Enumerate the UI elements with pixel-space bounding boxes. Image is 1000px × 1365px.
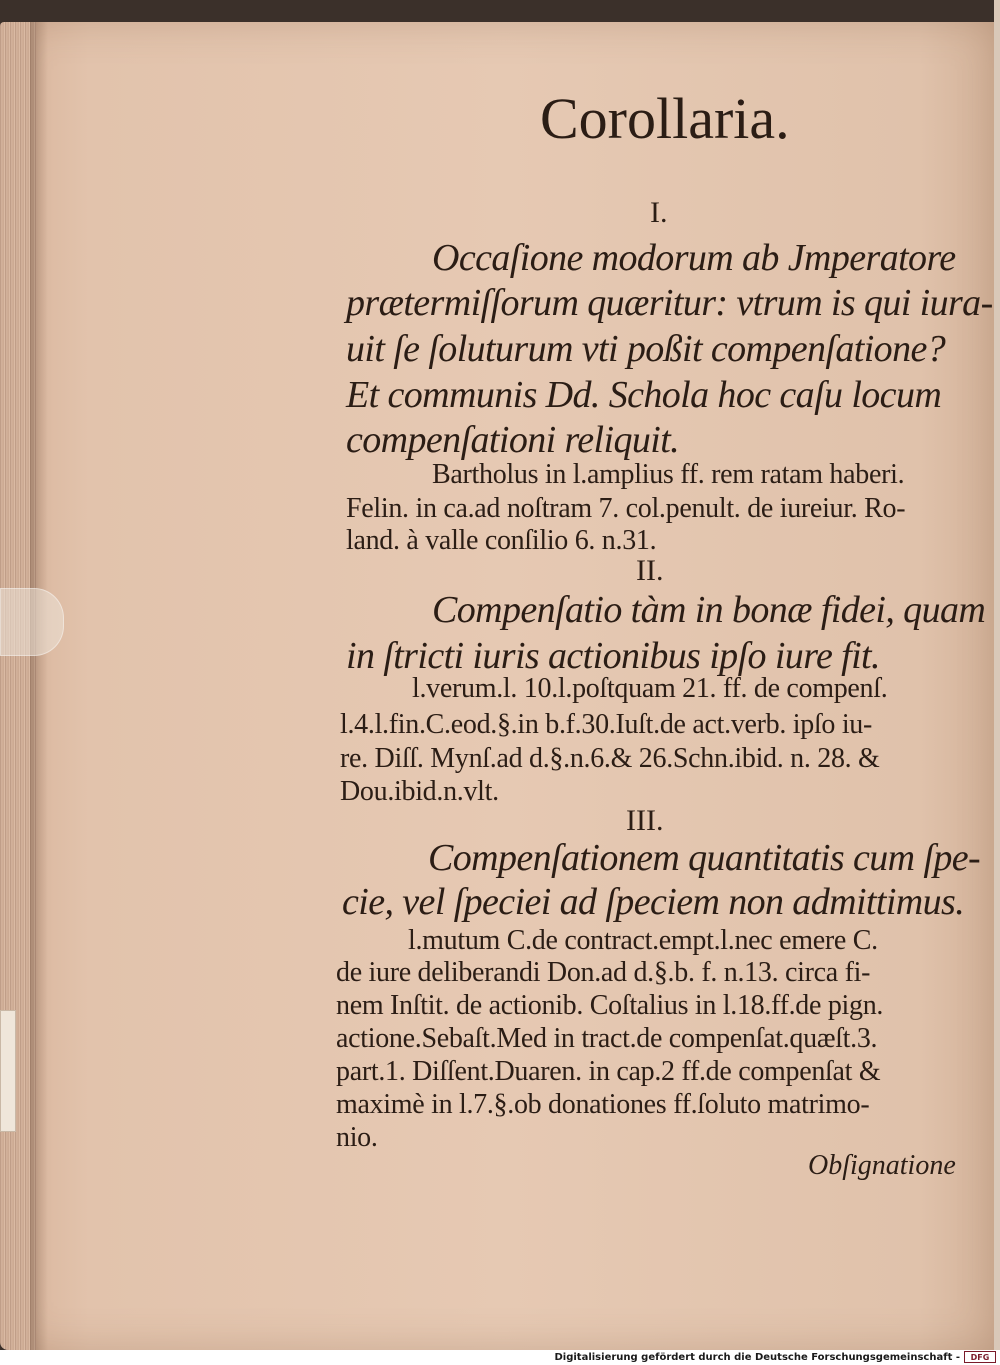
thesis-line: Compenſationem quantitatis cum ſpe- <box>428 837 981 879</box>
citation-line: Felin. in ca.ad noſtram 7. col.penult. de iureiur. Ro- <box>346 493 906 524</box>
dfg-logo-icon: DFG <box>964 1351 996 1363</box>
citation-line: re. Diſſ. Mynſ.ad d.§.n.6.& 26.Schn.ibid. n. 28. & <box>340 743 880 774</box>
thesis-line: uit ſe ſoluturum vti poßit compenſatione? <box>346 328 946 370</box>
thesis-line: cie, vel ſpeciei ad ſpeciem non admittimus. <box>342 881 965 923</box>
citation-line: l.verum.l. 10.l.poſtquam 21. ff. de compenſ. <box>412 673 888 704</box>
citation-line: l.mutum C.de contract.empt.l.nec emere C. <box>408 925 878 956</box>
citation-line: maximè in l.7.§.ob donationes ff.ſoluto matrimo- <box>336 1089 870 1120</box>
thesis-line: prætermiſſorum quæritur: vtrum is qui iura- <box>346 282 993 324</box>
citation-line: de iure deliberandi Don.ad d.§.b. f. n.13. circa fi- <box>336 957 871 988</box>
footer-credit: Digitalisierung gefördert durch die Deutsche Forschungsgemeinschaft - <box>554 1352 960 1363</box>
citation-line: part.1. Diſſent.Duaren. in cap.2 ff.de compenſat & <box>336 1056 881 1087</box>
citation-line: nio. <box>336 1122 378 1153</box>
thesis-line: in ſtricti iuris actionibus ipſo iure fit. <box>346 635 880 677</box>
citation-line: land. à valle conſilio 6. n.31. <box>346 525 657 556</box>
section-numeral-3: III. <box>626 804 664 837</box>
catchword: Obſignatione <box>808 1150 956 1181</box>
section-numeral-1: I. <box>650 196 668 229</box>
citation-line: nem Inſtit. de actionib. Coſtalius in l.18.ff.de pign. <box>336 990 884 1021</box>
thesis-line: Et communis Dd. Schola hoc caſu locum <box>346 374 942 416</box>
thesis-line: Compenſatio tàm in bonæ fidei, quam <box>432 589 986 631</box>
page-title: Corollaria. <box>540 86 790 151</box>
citation-line: Bartholus in l.amplius ff. rem ratam haberi. <box>432 459 905 490</box>
thesis-line: Occaſione modorum ab Jmperatore <box>432 237 956 279</box>
citation-line: actione.Sebaſt.Med in tract.de compenſat.quæſt.3. <box>336 1023 878 1054</box>
citation-line: l.4.l.fin.C.eod.§.in b.f.30.Iuſt.de act.verb. ipſo iu- <box>340 709 873 740</box>
citation-line: Dou.ibid.n.vlt. <box>340 776 499 807</box>
thesis-line: compenſationi reliquit. <box>346 419 680 461</box>
section-numeral-2: II. <box>636 554 664 587</box>
